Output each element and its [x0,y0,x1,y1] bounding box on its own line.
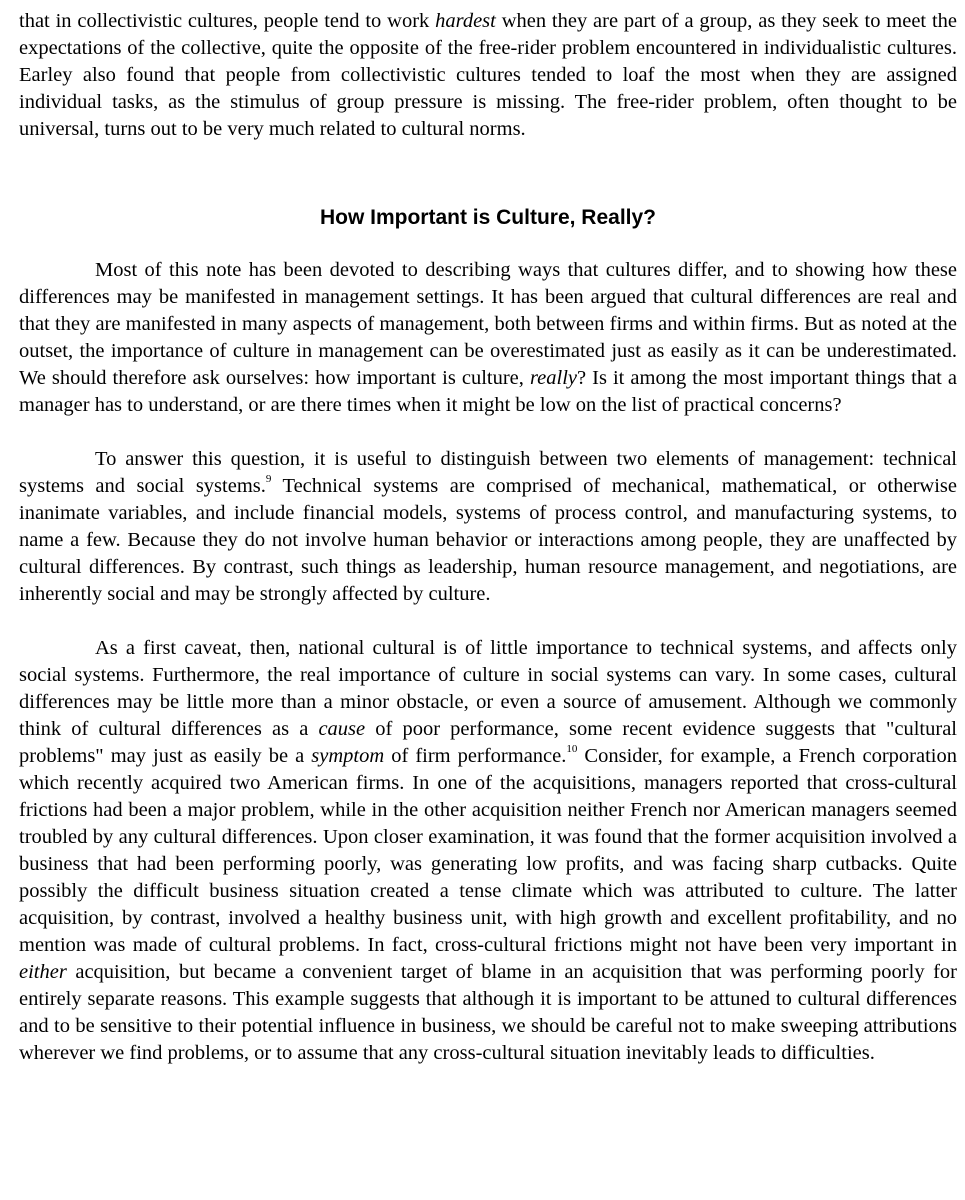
document-page [19,8,957,1067]
para3-emphasis-either: either [19,961,67,983]
para3-text-4: Consider, for example, a French corporation which recently acquired two American firms. In one of the acquisitions, managers reported that cross-cultural frictions had been a major problem, while in the other acquisition neither French nor American managers seemed troubled by any cultural differences. Upon closer examination, it was found that the former acquisition involved a business that had been performing poorly, was generating low profits, and was facing sharp cutbacks. Quite possibly the difficult business situation created a tense climate which was attributed to culture. The latter acquisition, by contrast, involved a healthy business unit, with high growth and excellent profitability, and no mention was made of cultural problems. In fact, cross-cultural frictions might not have been very important in [19,745,957,956]
intro-paragraph [19,8,957,143]
intro-text-1: that in collectivistic cultures, people tend to work [19,10,436,32]
footnote-marker-10: 10 [566,743,578,756]
para3-text-3: of firm performance. [384,745,567,767]
para2-text-2: Technical systems are comprised of mechanical, mathematical, or otherwise inanimate variables, and include financial models, systems of process control, and manufacturing systems, to name a few. Because they do not involve human behavior or interactions among people, they are unaffected by cultural differences. By contrast, such things as leadership, human resource management, and negotiations, are inherently social and may be strongly affected by culture. [19,475,958,605]
para3-emphasis-symptom: symptom [311,745,385,767]
para3-text-5: acquisition, but became a convenient target of blame in an acquisition that was performing poorly for entirely separate reasons. This example suggests that although it is important to be attuned to cultural differences and to be sensitive to their potential influence in business, we should be careful not to make sweeping attributions wherever we find problems, or to assume that any cross-cultural situation inevitably leads to difficulties. [19,961,957,1064]
para1-emphasis-really: really [529,367,578,389]
section-spacer [19,143,957,204]
para3-text-2: of poor performance, some recent evidence suggests that "cultural problems" may just as easily be a [19,718,958,767]
para1-text-1: Most of this note has been devoted to describing ways that cultures differ, and to showing how these differences may be manifested in management settings. It has been argued that cultural differences are real and that they are manifested in many aspects of management, both between firms and within firms. But as noted at the outset, the importance of culture in management can be overestimated just as easily as it can be underestimated. We should therefore ask ourselves: how important is culture, [19,259,957,389]
para2-text-1: To answer this question, it is useful to distinguish between two elements of management: technical systems and social systems. [19,448,957,497]
para3-text-1: As a first caveat, then, national cultural is of little importance to technical systems, and affects only social systems. Furthermore, the real importance of culture in social systems can vary. In some cases, cultural differences may be little more than a minor obstacle, or even a source of amusement. Although we commonly think of cultural differences as a [19,637,957,740]
para1-text-2: ? Is it among the most important things that a manager has to understand, or are there times when it might be low on the list of practical concerns? [19,367,957,416]
footnote-marker-9: 9 [265,473,272,486]
paragraph-spacer [19,608,957,635]
intro-emphasis-hardest: hardest [435,10,496,32]
paragraph-caveat [19,635,957,1067]
section-heading: How Important is Culture, Really? [319,206,657,229]
paragraph-importance [19,257,957,419]
intro-text-2: when they are part of a group, as they seek to meet the expectations of the collective, quite the opposite of the free-rider problem encountered in individualistic cultures. Earley also found that people from collectivistic cultures tended to loaf the most when they are assigned individual tasks, as the stimulus of group pressure is missing. The free-rider problem, often thought to be universal, turns out to be very much related to cultural norms. [19,10,957,140]
para3-emphasis-cause: cause [318,718,366,740]
paragraph-systems [19,446,957,608]
paragraph-spacer [19,419,957,446]
